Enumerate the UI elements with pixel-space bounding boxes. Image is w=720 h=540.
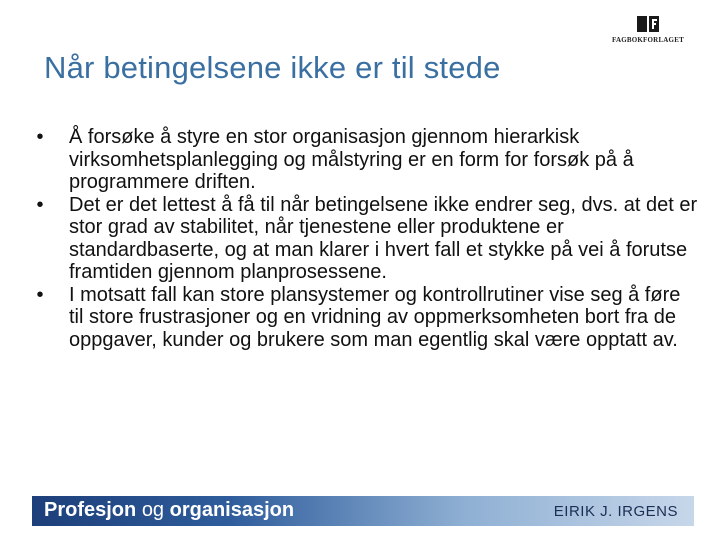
publisher-logo-icon	[636, 14, 660, 34]
bullet-text: I motsatt fall kan store plansystemer og kontrollrutiner vise seg å føre til store frustrasjoner og en vridning av oppmerksomheten bort fra de oppgaver, kunder og brukere som man egentlig skal være opptatt av.	[69, 283, 681, 351]
bullet-item	[30, 126, 700, 194]
bullet-item	[30, 284, 700, 352]
bullet-text: Det er det lettest å få til når betingelsene ikke endrer seg, dvs. at det er stor grad av stabilitet, når tjenestene eller produktene er standardbaserte, og at man klarer i hvert fall et stykke på vei å forutse framtiden gjennom planprosessene.	[69, 193, 698, 283]
footer-author: EIRIK J. IRGENS	[553, 503, 678, 520]
publisher-name: FAGBOKFORLAGET	[612, 36, 684, 44]
bullet-marker: •	[36, 193, 44, 216]
footer-title-word: og	[141, 499, 165, 521]
bullet-text: Å forsøke å styre en stor organisasjon gjennom hierarkisk virksomhetsplanlegging og målstyring er en form for forsøk på å programmere driften.	[69, 126, 634, 193]
bullet-marker: •	[36, 283, 44, 306]
footer-book-title	[44, 499, 294, 522]
bullet-list	[30, 126, 700, 351]
slide-title: Når betingelsene ikke er til stede	[44, 50, 501, 85]
publisher-logo	[612, 14, 684, 44]
footer-title-word: organisasjon	[169, 499, 295, 521]
footer-banner	[32, 496, 694, 526]
bullet-marker: •	[36, 126, 44, 148]
bullet-item	[30, 194, 700, 284]
footer-title-word: Profesjon	[44, 499, 137, 521]
